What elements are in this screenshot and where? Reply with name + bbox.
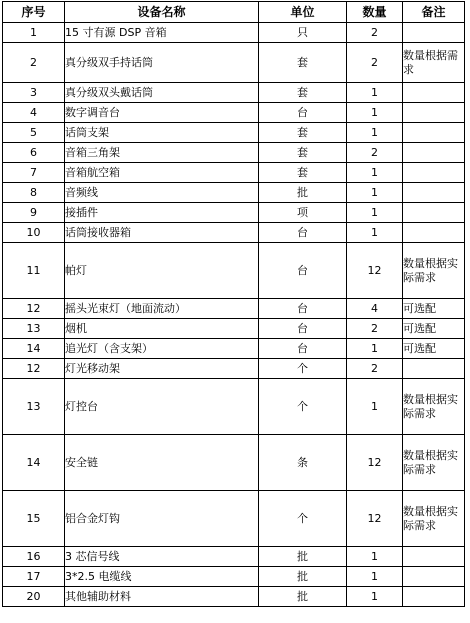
row-qty: 1 (347, 163, 403, 183)
row-remark: 数量根据实际需求 (403, 379, 465, 435)
row-name: 真分级双手持话筒 (65, 43, 259, 83)
row-remark: 数量根据需求 (403, 43, 465, 83)
row-qty: 2 (347, 143, 403, 163)
row-name: 3 芯信号线 (65, 547, 259, 567)
row-remark (403, 83, 465, 103)
row-number: 6 (3, 143, 65, 163)
row-name: 音箱航空箱 (65, 163, 259, 183)
row-name: 15 寸有源 DSP 音箱 (65, 23, 259, 43)
row-number: 17 (3, 567, 65, 587)
row-number: 5 (3, 123, 65, 143)
row-qty: 12 (347, 435, 403, 491)
row-unit: 批 (259, 183, 347, 203)
table-row (3, 163, 465, 183)
row-qty: 2 (347, 359, 403, 379)
table-row (3, 203, 465, 223)
row-unit: 批 (259, 567, 347, 587)
table-row (3, 379, 465, 435)
table-header-row (3, 2, 465, 23)
row-unit: 台 (259, 299, 347, 319)
row-unit: 台 (259, 319, 347, 339)
table-row (3, 223, 465, 243)
table-row (3, 547, 465, 567)
row-qty: 2 (347, 23, 403, 43)
row-remark: 可选配 (403, 339, 465, 359)
table-row (3, 319, 465, 339)
table-row (3, 43, 465, 83)
row-unit: 台 (259, 339, 347, 359)
row-number: 11 (3, 243, 65, 299)
table-row (3, 143, 465, 163)
row-name: 话筒接收器箱 (65, 223, 259, 243)
table-row (3, 103, 465, 123)
row-name: 灯光移动架 (65, 359, 259, 379)
table-row (3, 23, 465, 43)
row-unit: 批 (259, 587, 347, 607)
row-remark: 数量根据实际需求 (403, 243, 465, 299)
row-unit: 个 (259, 379, 347, 435)
table-row (3, 123, 465, 143)
row-name: 摇头光束灯（地面流动） (65, 299, 259, 319)
row-remark (403, 163, 465, 183)
header-name: 设备名称 (65, 2, 259, 23)
row-name: 3*2.5 电缆线 (65, 567, 259, 587)
row-remark (403, 203, 465, 223)
row-qty: 1 (347, 103, 403, 123)
table-row (3, 435, 465, 491)
row-name: 话筒支架 (65, 123, 259, 143)
row-remark: 数量根据实际需求 (403, 491, 465, 547)
header-remark: 备注 (403, 2, 465, 23)
row-number: 12 (3, 299, 65, 319)
row-number: 4 (3, 103, 65, 123)
row-unit: 个 (259, 359, 347, 379)
equipment-table-wrapper (2, 1, 465, 607)
row-remark (403, 359, 465, 379)
row-number: 20 (3, 587, 65, 607)
row-name: 烟机 (65, 319, 259, 339)
row-name: 接插件 (65, 203, 259, 223)
row-qty: 2 (347, 43, 403, 83)
row-qty: 1 (347, 203, 403, 223)
row-number: 7 (3, 163, 65, 183)
row-number: 15 (3, 491, 65, 547)
row-number: 10 (3, 223, 65, 243)
row-qty: 1 (347, 183, 403, 203)
row-number: 9 (3, 203, 65, 223)
row-unit: 条 (259, 435, 347, 491)
row-qty: 1 (347, 379, 403, 435)
header-qty: 数量 (347, 2, 403, 23)
table-row (3, 339, 465, 359)
row-remark (403, 587, 465, 607)
table-row (3, 183, 465, 203)
row-unit: 只 (259, 23, 347, 43)
row-remark: 可选配 (403, 299, 465, 319)
row-qty: 1 (347, 567, 403, 587)
row-number: 8 (3, 183, 65, 203)
row-remark: 可选配 (403, 319, 465, 339)
row-remark (403, 123, 465, 143)
row-number: 16 (3, 547, 65, 567)
table-row (3, 567, 465, 587)
row-unit: 套 (259, 143, 347, 163)
row-remark: 数量根据实际需求 (403, 435, 465, 491)
table-row (3, 83, 465, 103)
row-remark (403, 223, 465, 243)
row-name: 其他辅助材料 (65, 587, 259, 607)
row-qty: 4 (347, 299, 403, 319)
row-number: 12 (3, 359, 65, 379)
row-name: 音箱三角架 (65, 143, 259, 163)
row-number: 2 (3, 43, 65, 83)
row-unit: 台 (259, 243, 347, 299)
table-row (3, 243, 465, 299)
row-unit: 台 (259, 223, 347, 243)
header-unit: 单位 (259, 2, 347, 23)
row-remark (403, 103, 465, 123)
row-number: 3 (3, 83, 65, 103)
row-number: 14 (3, 339, 65, 359)
row-remark (403, 567, 465, 587)
table-row (3, 359, 465, 379)
row-unit: 项 (259, 203, 347, 223)
row-qty: 12 (347, 491, 403, 547)
row-qty: 12 (347, 243, 403, 299)
table-row (3, 491, 465, 547)
equipment-table (2, 1, 465, 607)
row-qty: 1 (347, 339, 403, 359)
row-name: 安全链 (65, 435, 259, 491)
row-remark (403, 143, 465, 163)
row-qty: 1 (347, 83, 403, 103)
row-qty: 1 (347, 123, 403, 143)
row-unit: 套 (259, 163, 347, 183)
row-name: 数字调音台 (65, 103, 259, 123)
row-name: 灯控台 (65, 379, 259, 435)
row-remark (403, 547, 465, 567)
row-number: 1 (3, 23, 65, 43)
row-number: 13 (3, 379, 65, 435)
row-name: 真分级双头戴话筒 (65, 83, 259, 103)
row-unit: 台 (259, 103, 347, 123)
row-number: 14 (3, 435, 65, 491)
row-qty: 2 (347, 319, 403, 339)
row-remark (403, 23, 465, 43)
row-unit: 个 (259, 491, 347, 547)
row-unit: 套 (259, 43, 347, 83)
row-qty: 1 (347, 547, 403, 567)
table-row (3, 587, 465, 607)
row-name: 帕灯 (65, 243, 259, 299)
row-name: 追光灯（含支架） (65, 339, 259, 359)
row-unit: 套 (259, 123, 347, 143)
row-unit: 套 (259, 83, 347, 103)
row-qty: 1 (347, 587, 403, 607)
row-remark (403, 183, 465, 203)
header-no: 序号 (3, 2, 65, 23)
row-name: 铝合金灯钩 (65, 491, 259, 547)
row-unit: 批 (259, 547, 347, 567)
row-number: 13 (3, 319, 65, 339)
table-row (3, 299, 465, 319)
row-name: 音频线 (65, 183, 259, 203)
row-qty: 1 (347, 223, 403, 243)
